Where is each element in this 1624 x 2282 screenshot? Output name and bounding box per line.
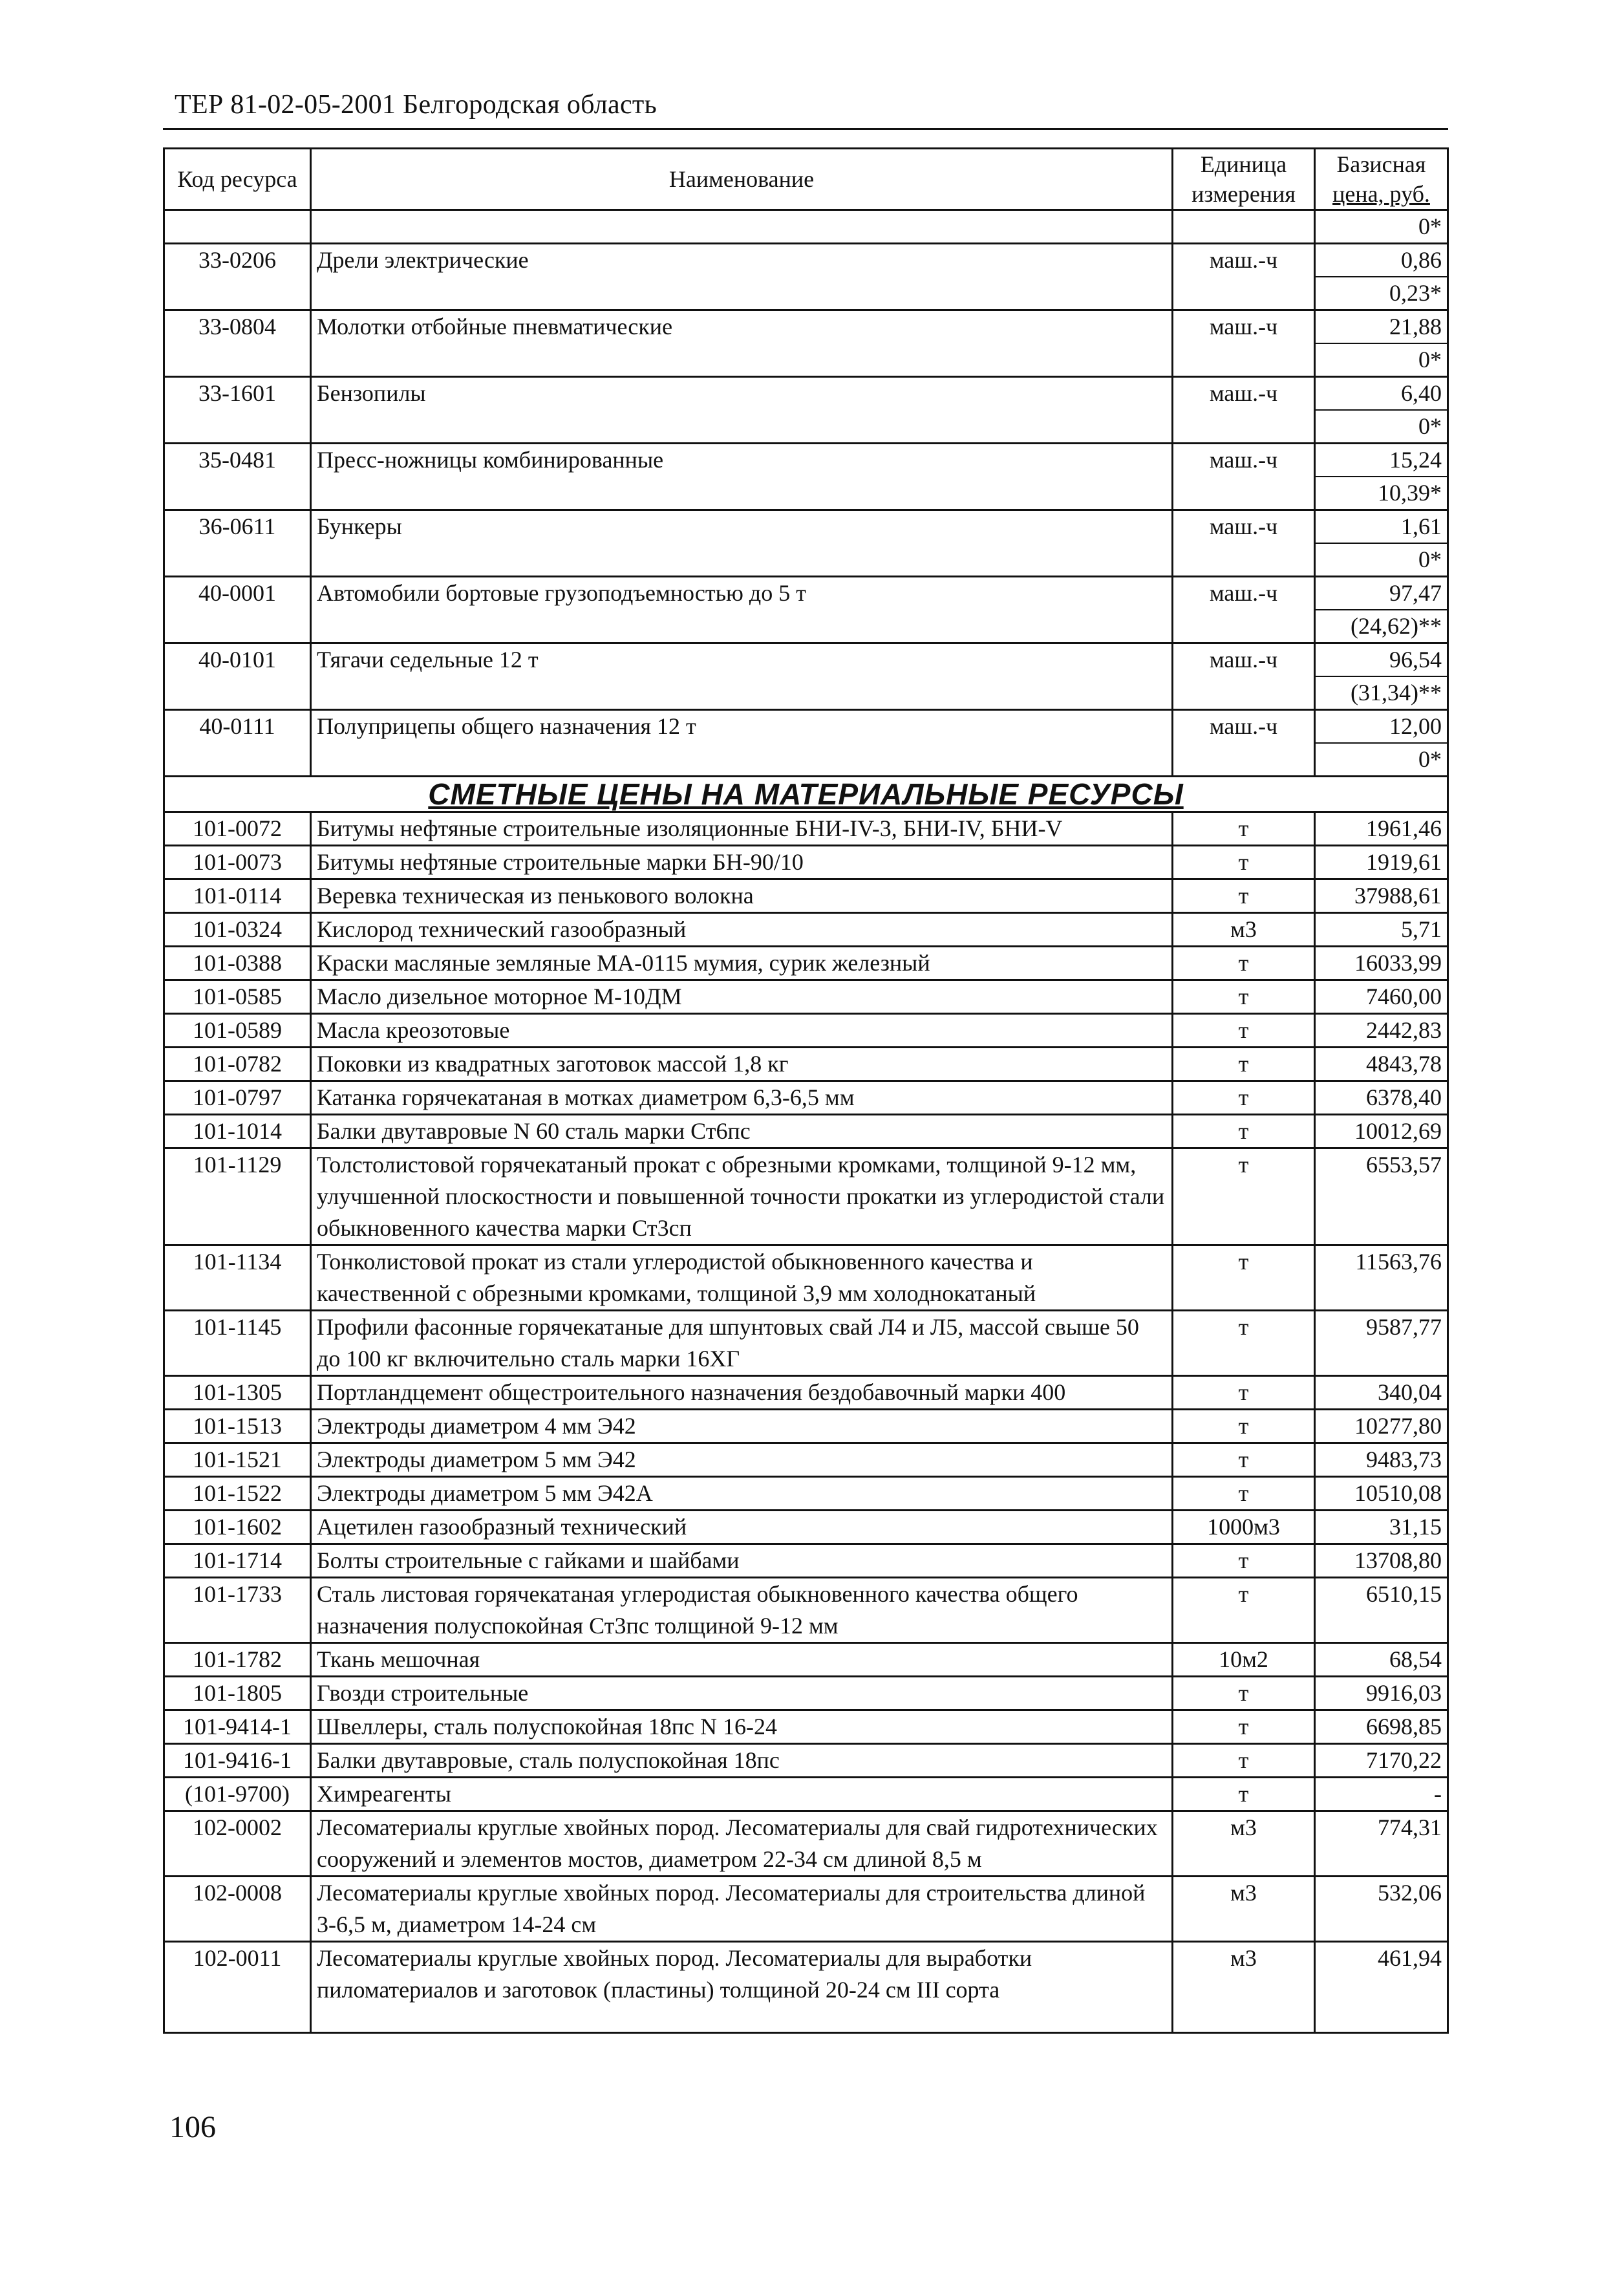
table-row <box>164 444 1448 477</box>
header-price-line2: цена, руб. <box>1332 181 1430 207</box>
table-row <box>164 980 1448 1014</box>
resource-unit: т <box>1173 1376 1315 1410</box>
resource-code: (101-9700) <box>164 1778 311 1811</box>
table-row <box>164 1578 1448 1643</box>
resource-unit: маш.-ч <box>1173 710 1315 777</box>
resource-price: 68,54 <box>1315 1643 1448 1677</box>
resource-note: 0* <box>1315 343 1448 377</box>
resource-code: 101-1134 <box>164 1245 311 1311</box>
resource-name: Электроды диаметром 4 мм Э42 <box>311 1410 1173 1443</box>
resource-price: 21,88 <box>1315 310 1448 344</box>
table-row <box>164 377 1448 411</box>
resource-price: 10277,80 <box>1315 1410 1448 1443</box>
resource-unit: маш.-ч <box>1173 643 1315 710</box>
resource-price: 9916,03 <box>1315 1677 1448 1710</box>
resource-name: Электроды диаметром 5 мм Э42 <box>311 1443 1173 1477</box>
resource-price: 4843,78 <box>1315 1048 1448 1081</box>
table-row <box>164 1744 1448 1778</box>
resource-price: 12,00 <box>1315 710 1448 744</box>
resource-code: 35-0481 <box>164 444 311 510</box>
resource-name: Поковки из квадратных заготовок массой 1,8 кг <box>311 1048 1173 1081</box>
section-title: СМЕТНЫЕ ЦЕНЫ НА МАТЕРИАЛЬНЫЕ РЕСУРСЫ <box>164 777 1448 812</box>
resource-code: 101-0589 <box>164 1014 311 1048</box>
resource-name: Лесоматериалы круглые хвойных пород. Лесоматериалы для строительства длиной 3-6,5 м, диаметром 14-24 см <box>311 1877 1173 1942</box>
machines-section <box>164 210 1448 777</box>
resource-name: Лесоматериалы круглые хвойных пород. Лесоматериалы для выработки пиломатериалов и заготовок (пластины) толщиной 20-24 см III сорта <box>311 1942 1173 2007</box>
resource-note: 0* <box>1315 543 1448 577</box>
resource-name: Портландцемент общестроительного назначения бездобавочный марки 400 <box>311 1376 1173 1410</box>
resource-unit: м3 <box>1173 1942 1315 2007</box>
resource-unit: т <box>1173 1778 1315 1811</box>
materials-section <box>164 812 1448 2007</box>
resource-price: 16033,99 <box>1315 947 1448 980</box>
resource-code: 101-1522 <box>164 1477 311 1511</box>
resource-name: Лесоматериалы круглые хвойных пород. Лесоматериалы для свай гидротехнических сооружений и элементов мостов, диаметром 22-34 см длиной 8,5 м <box>311 1811 1173 1877</box>
resource-code: 101-0072 <box>164 812 311 846</box>
resource-name: Молотки отбойные пневматические <box>311 310 1173 377</box>
resource-code: 36-0611 <box>164 510 311 577</box>
resource-code: 101-9416-1 <box>164 1744 311 1778</box>
resource-unit: м3 <box>1173 1811 1315 1877</box>
resource-price: 15,24 <box>1315 444 1448 477</box>
resource-code: 101-1602 <box>164 1511 311 1544</box>
resource-name: Химреагенты <box>311 1778 1173 1811</box>
resource-name: Масла креозотовые <box>311 1014 1173 1048</box>
resource-unit: т <box>1173 1744 1315 1778</box>
resource-code: 101-1521 <box>164 1443 311 1477</box>
table-row <box>164 1048 1448 1081</box>
resource-price: 97,47 <box>1315 577 1448 610</box>
resource-unit: т <box>1173 1710 1315 1744</box>
table-row <box>164 1081 1448 1115</box>
resource-name: Бензопилы <box>311 377 1173 444</box>
resource-code: 101-0388 <box>164 947 311 980</box>
resource-price: 6378,40 <box>1315 1081 1448 1115</box>
resource-code: 101-1305 <box>164 1376 311 1410</box>
resource-price: 340,04 <box>1315 1376 1448 1410</box>
header-rule <box>163 128 1448 130</box>
resource-unit: 10м2 <box>1173 1643 1315 1677</box>
table-row <box>164 577 1448 610</box>
resource-name: Полуприцепы общего назначения 12 т <box>311 710 1173 777</box>
section-title-body <box>164 777 1448 812</box>
table-row <box>164 913 1448 947</box>
table-row <box>164 1410 1448 1443</box>
resource-unit: т <box>1173 1410 1315 1443</box>
table-row <box>164 510 1448 544</box>
resource-code: 33-1601 <box>164 377 311 444</box>
table-row <box>164 1245 1448 1311</box>
table-row <box>164 244 1448 277</box>
resource-price: 10510,08 <box>1315 1477 1448 1511</box>
resource-unit: т <box>1173 1245 1315 1311</box>
resource-code: 40-0001 <box>164 577 311 643</box>
resource-unit: т <box>1173 1311 1315 1376</box>
resource-name: Ацетилен газообразный технический <box>311 1511 1173 1544</box>
resource-name: Тонколистовой прокат из стали углеродистой обыкновенного качества и качественной с обрезными кромками, толщиной 3,9 мм холоднокатаный <box>311 1245 1173 1311</box>
resource-unit: маш.-ч <box>1173 444 1315 510</box>
resource-unit: т <box>1173 1081 1315 1115</box>
resource-code: 102-0002 <box>164 1811 311 1877</box>
resource-price: 13708,80 <box>1315 1544 1448 1578</box>
table-row <box>164 1811 1448 1877</box>
section-title-row <box>164 777 1448 812</box>
resource-note: 10,39* <box>1315 477 1448 510</box>
table-row <box>164 1477 1448 1511</box>
resource-name: Автомобили бортовые грузоподъемностью до 5 т <box>311 577 1173 643</box>
resource-name: Сталь листовая горячекатаная углеродистая обыкновенного качества общего назначения полуспокойная Ст3пс толщиной 9-12 мм <box>311 1578 1173 1643</box>
resource-code: 101-1014 <box>164 1115 311 1148</box>
resource-code: 101-1805 <box>164 1677 311 1710</box>
resource-name: Краски масляные земляные МА-0115 мумия, сурик железный <box>311 947 1173 980</box>
table-row <box>164 1942 1448 2007</box>
table-row <box>164 643 1448 677</box>
resource-unit: т <box>1173 1544 1315 1578</box>
resource-price: - <box>1315 1778 1448 1811</box>
table-header-row <box>164 149 1448 210</box>
resource-name: Бункеры <box>311 510 1173 577</box>
table-row <box>164 1511 1448 1544</box>
resource-code: 101-0797 <box>164 1081 311 1115</box>
table-row <box>164 1376 1448 1410</box>
resource-unit: т <box>1173 1443 1315 1477</box>
resource-unit: маш.-ч <box>1173 510 1315 577</box>
table-row <box>164 812 1448 846</box>
resource-unit: т <box>1173 1148 1315 1245</box>
resource-name: Балки двутавровые N 60 сталь марки Ст6пс <box>311 1115 1173 1148</box>
resource-code: 101-1733 <box>164 1578 311 1643</box>
header-name: Наименование <box>311 149 1173 210</box>
resource-name: Битумы нефтяные строительные изоляционные БНИ-IV-3, БНИ-IV, БНИ-V <box>311 812 1173 846</box>
table-row <box>164 1443 1448 1477</box>
resource-unit: м3 <box>1173 913 1315 947</box>
header-price-line1: Базисная <box>1336 151 1426 177</box>
resource-unit: т <box>1173 846 1315 879</box>
resource-unit: 1000м3 <box>1173 1511 1315 1544</box>
resource-unit: маш.-ч <box>1173 377 1315 444</box>
table-row <box>164 1148 1448 1245</box>
resource-note: (24,62)** <box>1315 610 1448 643</box>
resource-unit: т <box>1173 879 1315 913</box>
resource-code: 33-0206 <box>164 244 311 310</box>
resource-unit: маш.-ч <box>1173 310 1315 377</box>
resource-code: 102-0008 <box>164 1877 311 1942</box>
resource-code: 101-0585 <box>164 980 311 1014</box>
table-row <box>164 947 1448 980</box>
resource-price: 532,06 <box>1315 1877 1448 1942</box>
resource-code: 101-9414-1 <box>164 1710 311 1744</box>
resource-name: Гвозди строительные <box>311 1677 1173 1710</box>
resource-price: 96,54 <box>1315 643 1448 677</box>
resource-name: Кислород технический газообразный <box>311 913 1173 947</box>
resource-unit: маш.-ч <box>1173 244 1315 310</box>
resource-name: Балки двутавровые, сталь полуспокойная 18пс <box>311 1744 1173 1778</box>
resource-price: 7460,00 <box>1315 980 1448 1014</box>
resource-note: 0* <box>1315 410 1448 444</box>
resource-price: 6,40 <box>1315 377 1448 411</box>
resource-name: Битумы нефтяные строительные марки БН-90/10 <box>311 846 1173 879</box>
resource-unit: т <box>1173 1677 1315 1710</box>
resource-price: 774,31 <box>1315 1811 1448 1877</box>
header-unit-line1: Единица <box>1200 151 1287 177</box>
resource-price: 5,71 <box>1315 913 1448 947</box>
resource-code: 101-1513 <box>164 1410 311 1443</box>
resource-unit: т <box>1173 1048 1315 1081</box>
resource-code: 101-0073 <box>164 846 311 879</box>
resource-name: Тягачи седельные 12 т <box>311 643 1173 710</box>
resource-unit: т <box>1173 947 1315 980</box>
resource-name: Масло дизельное моторное М-10ДМ <box>311 980 1173 1014</box>
header-price <box>1315 149 1448 210</box>
table-row <box>164 879 1448 913</box>
resource-note: (31,34)** <box>1315 676 1448 710</box>
resource-price: 6553,57 <box>1315 1148 1448 1245</box>
resource-code: 101-1714 <box>164 1544 311 1578</box>
resource-price: 6698,85 <box>1315 1710 1448 1744</box>
header-unit-line2: измерения <box>1191 181 1296 207</box>
resource-unit: м3 <box>1173 1877 1315 1942</box>
table-row <box>164 846 1448 879</box>
table-row <box>164 1643 1448 1677</box>
table-row <box>164 1014 1448 1048</box>
resource-name: Профили фасонные горячекатаные для шпунтовых свай Л4 и Л5, массой свыше 50 до 100 кг включительно сталь марки 16ХГ <box>311 1311 1173 1376</box>
table-row <box>164 1115 1448 1148</box>
resource-name: Электроды диаметром 5 мм Э42А <box>311 1477 1173 1511</box>
resource-name: Катанка горячекатаная в мотках диаметром 6,3-6,5 мм <box>311 1081 1173 1115</box>
resource-code: 101-0114 <box>164 879 311 913</box>
resource-unit: маш.-ч <box>1173 577 1315 643</box>
resource-unit: т <box>1173 1578 1315 1643</box>
page-number: 106 <box>169 2110 216 2144</box>
resource-name: Швеллеры, сталь полуспокойная 18пс N 16-24 <box>311 1710 1173 1744</box>
resource-code: 33-0804 <box>164 310 311 377</box>
resource-table <box>163 147 1449 2034</box>
table-row <box>164 1778 1448 1811</box>
table-row <box>164 310 1448 344</box>
table-row <box>164 1311 1448 1376</box>
resource-code: 101-0324 <box>164 913 311 947</box>
resource-code: 101-1782 <box>164 1643 311 1677</box>
table-row <box>164 1544 1448 1578</box>
header-unit <box>1173 149 1315 210</box>
resource-name: Ткань мешочная <box>311 1643 1173 1677</box>
resource-code: 40-0101 <box>164 643 311 710</box>
resource-price: 9483,73 <box>1315 1443 1448 1477</box>
resource-price: 11563,76 <box>1315 1245 1448 1311</box>
resource-name: Дрели электрические <box>311 244 1173 310</box>
resource-name: Веревка техническая из пенькового волокна <box>311 879 1173 913</box>
resource-code: 40-0111 <box>164 710 311 777</box>
resource-unit: т <box>1173 812 1315 846</box>
resource-name: Пресс-ножницы комбинированные <box>311 444 1173 510</box>
top-note-row <box>164 210 1448 244</box>
resource-price: 31,15 <box>1315 1511 1448 1544</box>
resource-price: 7170,22 <box>1315 1744 1448 1778</box>
page-header: ТЕР 81-02-05-2001 Белгородская область <box>175 90 657 120</box>
resource-name: Болты строительные с гайками и шайбами <box>311 1544 1173 1578</box>
resource-unit: т <box>1173 1477 1315 1511</box>
table-row <box>164 1677 1448 1710</box>
resource-price: 2442,83 <box>1315 1014 1448 1048</box>
header-code: Код ресурса <box>177 166 297 192</box>
resource-price: 0,86 <box>1315 244 1448 277</box>
resource-unit: т <box>1173 980 1315 1014</box>
table-row <box>164 1710 1448 1744</box>
table-row <box>164 710 1448 744</box>
resource-unit: т <box>1173 1115 1315 1148</box>
table-end <box>164 2006 1448 2033</box>
resource-price: 461,94 <box>1315 1942 1448 2007</box>
resource-price: 37988,61 <box>1315 879 1448 913</box>
resource-code: 102-0011 <box>164 1942 311 2007</box>
top-note: 0* <box>1315 210 1448 244</box>
resource-note: 0* <box>1315 743 1448 777</box>
resource-name: Толстолистовой горячекатаный прокат с обрезными кромками, толщиной 9-12 мм, улучшенной плоскостности и повышенной точности прокатки из углеродистой стали обыкновенного качества марки Ст3сп <box>311 1148 1173 1245</box>
resource-unit: т <box>1173 1014 1315 1048</box>
resource-price: 10012,69 <box>1315 1115 1448 1148</box>
resource-price: 1919,61 <box>1315 846 1448 879</box>
resource-price: 1,61 <box>1315 510 1448 544</box>
resource-price: 6510,15 <box>1315 1578 1448 1643</box>
resource-code: 101-0782 <box>164 1048 311 1081</box>
resource-code: 101-1129 <box>164 1148 311 1245</box>
table-row <box>164 1877 1448 1942</box>
resource-code: 101-1145 <box>164 1311 311 1376</box>
resource-note: 0,23* <box>1315 277 1448 310</box>
resource-price: 9587,77 <box>1315 1311 1448 1376</box>
resource-price: 1961,46 <box>1315 812 1448 846</box>
